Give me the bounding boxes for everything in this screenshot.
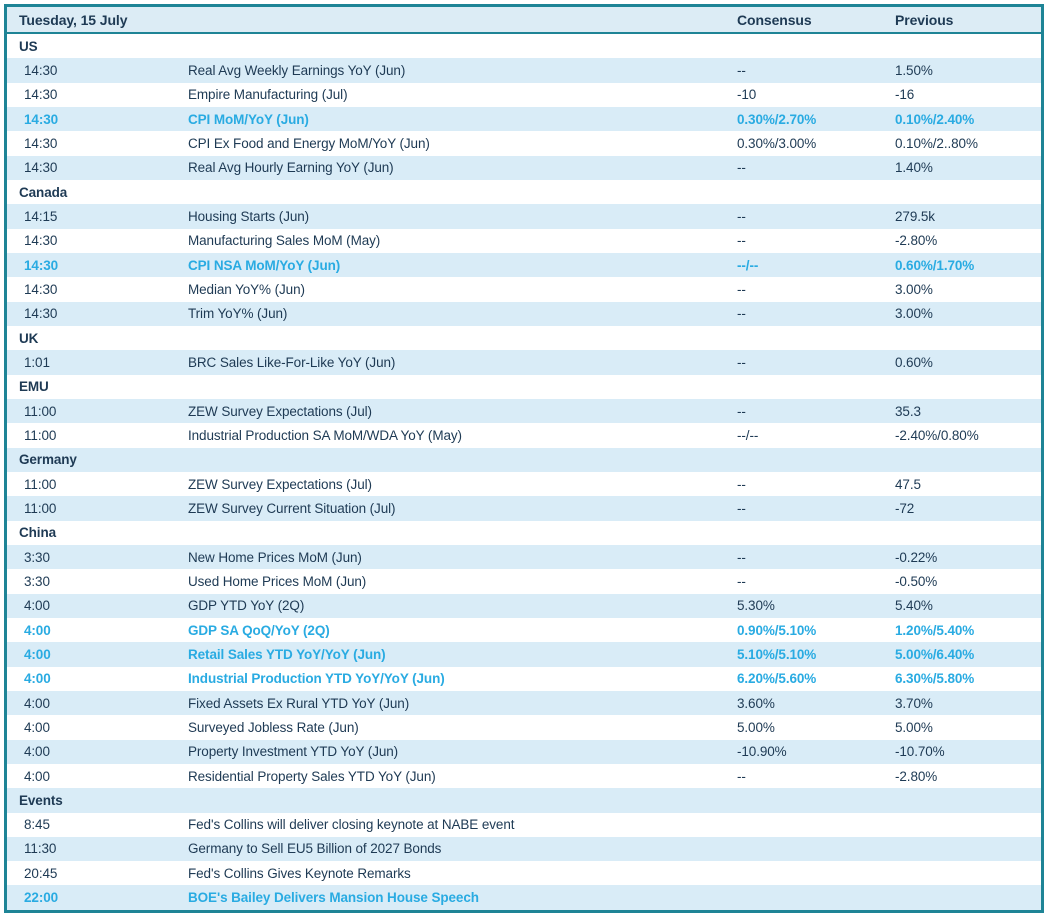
cell-previous-value: 1.20%/5.40% <box>895 622 975 638</box>
cell-consensus-value: -- <box>737 549 746 565</box>
cell-time: 14:30 <box>24 111 59 127</box>
section-header-germany <box>7 448 1041 472</box>
cell-event-name: GDP SA QoQ/YoY (2Q) <box>188 622 330 638</box>
cell-event-name: Residential Property Sales YTD YoY (Jun) <box>188 768 436 784</box>
cell-time: 4:00 <box>24 646 51 662</box>
cell-consensus-value: 6.20%/5.60% <box>737 671 817 687</box>
cell-event-name: CPI NSA MoM/YoY (Jun) <box>188 257 341 273</box>
section-header-us <box>7 34 1041 58</box>
cell-event-name: Housing Starts (Jun) <box>188 208 310 224</box>
event-row <box>7 496 1041 520</box>
event-row <box>7 594 1041 618</box>
cell-previous-value: -2.80% <box>895 768 938 784</box>
event-row <box>7 204 1041 228</box>
cell-time: 11:00 <box>24 500 57 516</box>
cell-consensus-value: 0.30%/3.00% <box>737 135 817 151</box>
column-header-previous: Previous <box>895 11 954 28</box>
cell-time: 14:30 <box>24 306 58 322</box>
cell-consensus-value: -- <box>737 500 746 516</box>
event-row <box>7 58 1041 82</box>
cell-previous-value: 0.10%/2..80% <box>895 135 978 151</box>
section-header-canada <box>7 180 1041 204</box>
cell-event-name: Property Investment YTD YoY (Jun) <box>188 744 399 760</box>
section-label: Events <box>19 792 63 808</box>
cell-time: 14:30 <box>24 62 58 78</box>
event-row <box>7 399 1041 423</box>
event-row <box>7 472 1041 496</box>
cell-event-name: Fed's Collins will deliver closing keynote at NABE event <box>188 817 515 833</box>
cell-event-name: Surveyed Jobless Rate (Jun) <box>188 719 359 735</box>
cell-consensus-value: -- <box>737 281 746 297</box>
cell-previous-value: -2.80% <box>895 233 938 249</box>
cell-previous-value: -10.70% <box>895 744 945 760</box>
cell-event-name: ZEW Survey Expectations (Jul) <box>188 476 372 492</box>
event-row <box>7 642 1041 666</box>
event-row <box>7 667 1041 691</box>
cell-previous-value: -0.22% <box>895 549 938 565</box>
cell-previous-value: 3.00% <box>895 306 933 322</box>
event-row <box>7 715 1041 739</box>
cell-previous-value: 3.70% <box>895 695 933 711</box>
cell-time: 11:00 <box>24 403 57 419</box>
cell-consensus-value: 5.00% <box>737 719 775 735</box>
event-row <box>7 837 1041 861</box>
section-header-events <box>7 788 1041 812</box>
cell-event-name: Median YoY% (Jun) <box>188 281 305 297</box>
cell-consensus-value: 5.10%/5.10% <box>737 646 817 662</box>
date-title: Tuesday, 15 July <box>19 11 128 28</box>
cell-event-name: CPI MoM/YoY (Jun) <box>188 111 309 127</box>
cell-consensus-value: -- <box>737 354 746 370</box>
cell-event-name: GDP YTD YoY (2Q) <box>188 598 305 614</box>
cell-event-name: Industrial Production SA MoM/WDA YoY (May) <box>188 427 462 443</box>
event-row <box>7 885 1041 909</box>
cell-time: 4:00 <box>24 622 51 638</box>
cell-event-name: Real Avg Hourly Earning YoY (Jun) <box>188 160 394 176</box>
cell-consensus-value: 0.90%/5.10% <box>737 622 817 638</box>
cell-event-name: Manufacturing Sales MoM (May) <box>188 233 381 249</box>
cell-previous-value: 1.50% <box>895 62 933 78</box>
cell-time: 3:30 <box>24 573 50 589</box>
cell-previous-value: 5.40% <box>895 598 933 614</box>
cell-time: 14:30 <box>24 281 58 297</box>
event-row <box>7 83 1041 107</box>
event-row <box>7 861 1041 885</box>
cell-previous-value: 5.00% <box>895 719 933 735</box>
cell-previous-value: -0.50% <box>895 573 938 589</box>
cell-event-name: Trim YoY% (Jun) <box>188 306 288 322</box>
section-label: EMU <box>19 379 49 395</box>
column-header-consensus: Consensus <box>737 11 812 28</box>
cell-event-name: Germany to Sell EU5 Billion of 2027 Bonds <box>188 841 442 857</box>
cell-previous-value: 0.60%/1.70% <box>895 257 975 273</box>
cell-previous-value: -72 <box>895 500 915 516</box>
cell-event-name: Used Home Prices MoM (Jun) <box>188 573 367 589</box>
cell-consensus-value: -10 <box>737 87 757 103</box>
event-row <box>7 350 1041 374</box>
cell-event-name: Fixed Assets Ex Rural YTD YoY (Jun) <box>188 695 410 711</box>
cell-time: 22:00 <box>24 890 59 906</box>
section-header-emu <box>7 375 1041 399</box>
cell-time: 3:30 <box>24 549 50 565</box>
cell-consensus-value: 3.60% <box>737 695 775 711</box>
cell-event-name: Real Avg Weekly Earnings YoY (Jun) <box>188 62 406 78</box>
cell-previous-value: 35.3 <box>895 403 921 419</box>
cell-event-name: ZEW Survey Current Situation (Jul) <box>188 500 396 516</box>
cell-event-name: New Home Prices MoM (Jun) <box>188 549 362 565</box>
cell-consensus-value: -- <box>737 233 746 249</box>
event-row <box>7 131 1041 155</box>
cell-time: 14:30 <box>24 257 59 273</box>
cell-consensus-value: -- <box>737 573 746 589</box>
cell-consensus-value: -- <box>737 208 746 224</box>
event-row <box>7 277 1041 301</box>
cell-time: 4:00 <box>24 671 51 687</box>
cell-event-name: Empire Manufacturing (Jul) <box>188 87 348 103</box>
cell-previous-value: -16 <box>895 87 915 103</box>
cell-previous-value: 3.00% <box>895 281 933 297</box>
cell-event-name: Retail Sales YTD YoY/YoY (Jun) <box>188 646 386 662</box>
cell-consensus-value: 5.30% <box>737 598 775 614</box>
cell-consensus-value: -- <box>737 62 746 78</box>
cell-consensus-value: -- <box>737 306 746 322</box>
cell-consensus-value: -- <box>737 476 746 492</box>
cell-time: 11:30 <box>24 841 57 857</box>
event-row <box>7 618 1041 642</box>
event-row <box>7 107 1041 131</box>
cell-event-name: CPI Ex Food and Energy MoM/YoY (Jun) <box>188 135 430 151</box>
cell-time: 11:00 <box>24 427 57 443</box>
event-row <box>7 156 1041 180</box>
cell-time: 14:30 <box>24 160 58 176</box>
cell-time: 14:30 <box>24 233 58 249</box>
event-row <box>7 764 1041 788</box>
event-row <box>7 813 1041 837</box>
event-row <box>7 691 1041 715</box>
cell-previous-value: 0.60% <box>895 354 933 370</box>
section-header-china <box>7 521 1041 545</box>
cell-event-name: BOE's Bailey Delivers Mansion House Speech <box>188 890 479 906</box>
cell-previous-value: 1.40% <box>895 160 933 176</box>
cell-time: 1:01 <box>24 354 50 370</box>
cell-time: 4:00 <box>24 744 50 760</box>
table-header-row <box>7 7 1041 34</box>
event-row <box>7 740 1041 764</box>
section-label: China <box>19 525 57 541</box>
cell-previous-value: 6.30%/5.80% <box>895 671 975 687</box>
cell-previous-value: 0.10%/2.40% <box>895 111 975 127</box>
cell-time: 11:00 <box>24 476 57 492</box>
economic-calendar-table <box>4 4 1044 913</box>
cell-time: 4:00 <box>24 598 50 614</box>
cell-time: 20:45 <box>24 865 58 881</box>
cell-consensus-value: --/-- <box>737 257 759 273</box>
section-header-uk <box>7 326 1041 350</box>
cell-time: 8:45 <box>24 817 50 833</box>
cell-consensus-value: --/-- <box>737 427 759 443</box>
table-body <box>7 34 1041 910</box>
section-label: UK <box>19 330 39 346</box>
cell-previous-value: 47.5 <box>895 476 921 492</box>
cell-event-name: ZEW Survey Expectations (Jul) <box>188 403 372 419</box>
event-row <box>7 253 1041 277</box>
section-label: US <box>19 38 38 54</box>
cell-time: 4:00 <box>24 719 50 735</box>
cell-time: 14:30 <box>24 87 58 103</box>
event-row <box>7 302 1041 326</box>
event-row <box>7 229 1041 253</box>
cell-previous-value: 5.00%/6.40% <box>895 646 975 662</box>
cell-consensus-value: -- <box>737 160 746 176</box>
cell-consensus-value: -- <box>737 403 746 419</box>
section-label: Germany <box>19 452 77 468</box>
cell-previous-value: 279.5k <box>895 208 935 224</box>
cell-time: 14:30 <box>24 135 58 151</box>
event-row <box>7 423 1041 447</box>
cell-time: 4:00 <box>24 768 50 784</box>
section-label: Canada <box>19 184 68 200</box>
cell-consensus-value: -- <box>737 768 746 784</box>
cell-event-name: Fed's Collins Gives Keynote Remarks <box>188 865 411 881</box>
cell-event-name: BRC Sales Like-For-Like YoY (Jun) <box>188 354 396 370</box>
event-row <box>7 569 1041 593</box>
cell-previous-value: -2.40%/0.80% <box>895 427 979 443</box>
cell-event-name: Industrial Production YTD YoY/YoY (Jun) <box>188 671 445 687</box>
cell-time: 14:15 <box>24 208 58 224</box>
event-row <box>7 545 1041 569</box>
cell-consensus-value: -10.90% <box>737 744 787 760</box>
cell-consensus-value: 0.30%/2.70% <box>737 111 817 127</box>
cell-time: 4:00 <box>24 695 50 711</box>
